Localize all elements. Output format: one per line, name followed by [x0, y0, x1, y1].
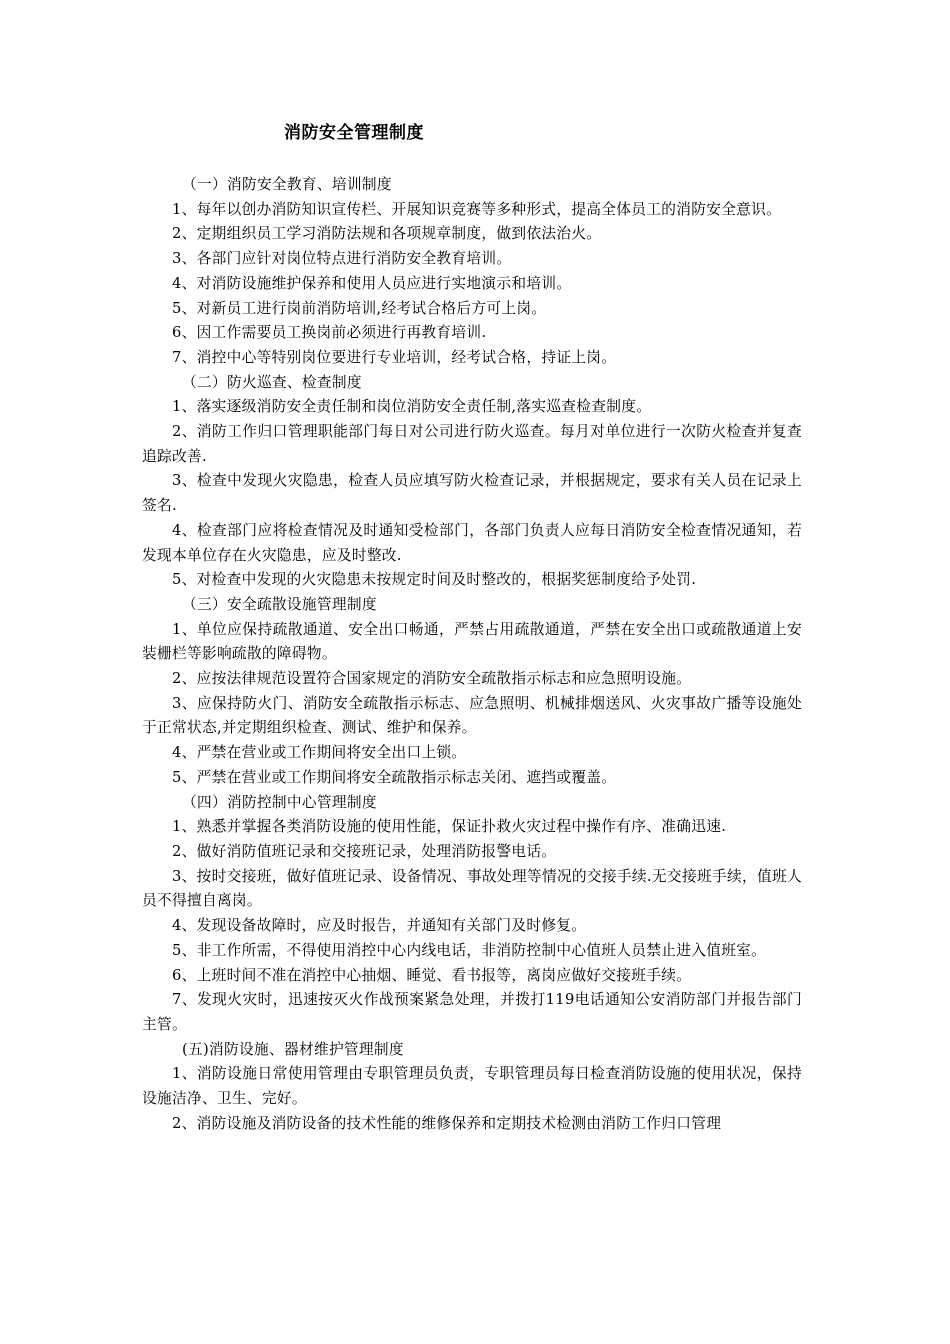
- list-item: 2、消防工作归口管理职能部门每日对公司进行防火巡查。每月对单位进行一次防火检查并复查追踪改善.: [142, 423, 802, 465]
- list-item: 2、应按法律规范设置符合国家规定的消防安全疏散指示标志和应急照明设施。: [172, 670, 692, 688]
- section-heading: (五)消防设施、器材维护管理制度: [182, 1040, 404, 1058]
- list-item: 5、非工作所需，不得使用消控中心内线电话，非消防控制中心值班人员禁止进入值班室。: [172, 941, 767, 959]
- list-item: 3、检查中发现火灾隐患，检查人员应填写防火检查记录，并根据规定，要求有关人员在记录上签名.: [142, 472, 802, 515]
- list-item: 1、熟悉并掌握各类消防设施的使用性能，保证扑救火灾过程中操作有序、准确迅速.: [172, 818, 727, 836]
- list-item: 1、消防设施日常使用管理由专职管理员负责，专职管理员每日检查消防设施的使用状况，保持设施洁净、卫生、完好。: [142, 1065, 802, 1108]
- list-item: 5、严禁在营业或工作期间将安全疏散指示标志关闭、遮挡或覆盖。: [172, 768, 617, 786]
- list-item: 6、上班时间不准在消控中心抽烟、睡觉、看书报等，离岗应做好交接班手续。: [172, 966, 692, 984]
- list-item: 3、应保持防火门、消防安全疏散指示标志、应急照明、机械排烟送风、火灾事故广播等设施处于正常状态,并定期组织检查、测试、维护和保养。: [142, 694, 802, 737]
- list-item: 2、定期组织员工学习消防法规和各项规章制度，做到依法治火。: [172, 225, 602, 243]
- section-heading: （四）消防控制中心管理制度: [182, 793, 377, 811]
- list-item: 7、消控中心等特别岗位要进行专业培训，经考试合格，持证上岗。: [172, 348, 617, 366]
- list-item: 6、因工作需要员工换岗前必须进行再教育培训.: [172, 324, 487, 342]
- document-title: 消防安全管理制度: [284, 123, 424, 143]
- list-item: 4、对消防设施维护保养和使用人员应进行实地演示和培训。: [172, 274, 572, 292]
- section-heading: （一）消防安全教育、培训制度: [182, 176, 392, 193]
- list-item: 3、按时交接班，做好值班记录、设备情况、事故处理等情况的交接手续.无交接班手续，值班人员不得擅自离岗。: [142, 867, 802, 910]
- list-item: 4、检查部门应将检查情况及时通知受检部门，各部门负责人应每日消防安全检查情况通知，若发现本单位存在火灾隐患，应及时整改.: [142, 521, 802, 564]
- section-heading: （二）防火巡查、检查制度: [182, 373, 362, 391]
- list-item: 2、消防设施及消防设备的技术性能的维修保养和定期技术检测由消防工作归口管理: [172, 1114, 722, 1132]
- section-heading: （三）安全疏散设施管理制度: [182, 595, 377, 613]
- list-item: 1、单位应保持疏散通道、安全出口畅通，严禁占用疏散通道，严禁在安全出口或疏散通道上安装栅栏等影响疏散的障碍物。: [142, 620, 802, 663]
- list-item: 7、发现火灾时，迅速按灭火作战预案紧急处理，并拨打119电话通知公安消防部门并报告部门主管。: [142, 991, 802, 1033]
- document-body: [142, 173, 802, 1136]
- list-item: 4、发现设备故障时，应及时报告，并通知有关部门及时修复。: [172, 917, 587, 935]
- document-page: [142, 120, 802, 1136]
- list-item: 4、严禁在营业或工作期间将安全出口上锁。: [172, 744, 467, 762]
- list-item: 2、做好消防值班记录和交接班记录，处理消防报警电话。: [172, 842, 557, 860]
- list-item: 1、落实逐级消防安全责任制和岗位消防安全责任制,落实巡查检查制度。: [172, 398, 652, 416]
- list-item: 5、对新员工进行岗前消防培训,经考试合格后方可上岗。: [172, 299, 547, 317]
- list-item: 3、各部门应针对岗位特点进行消防安全教育培训。: [172, 250, 512, 268]
- list-item: 5、对检查中发现的火灾隐患未按规定时间及时整改的，根据奖惩制度给予处罚.: [172, 571, 697, 589]
- list-item: 1、每年以创办消防知识宣传栏、开展知识竞赛等多种形式，提高全体员工的消防安全意识。: [172, 200, 782, 218]
